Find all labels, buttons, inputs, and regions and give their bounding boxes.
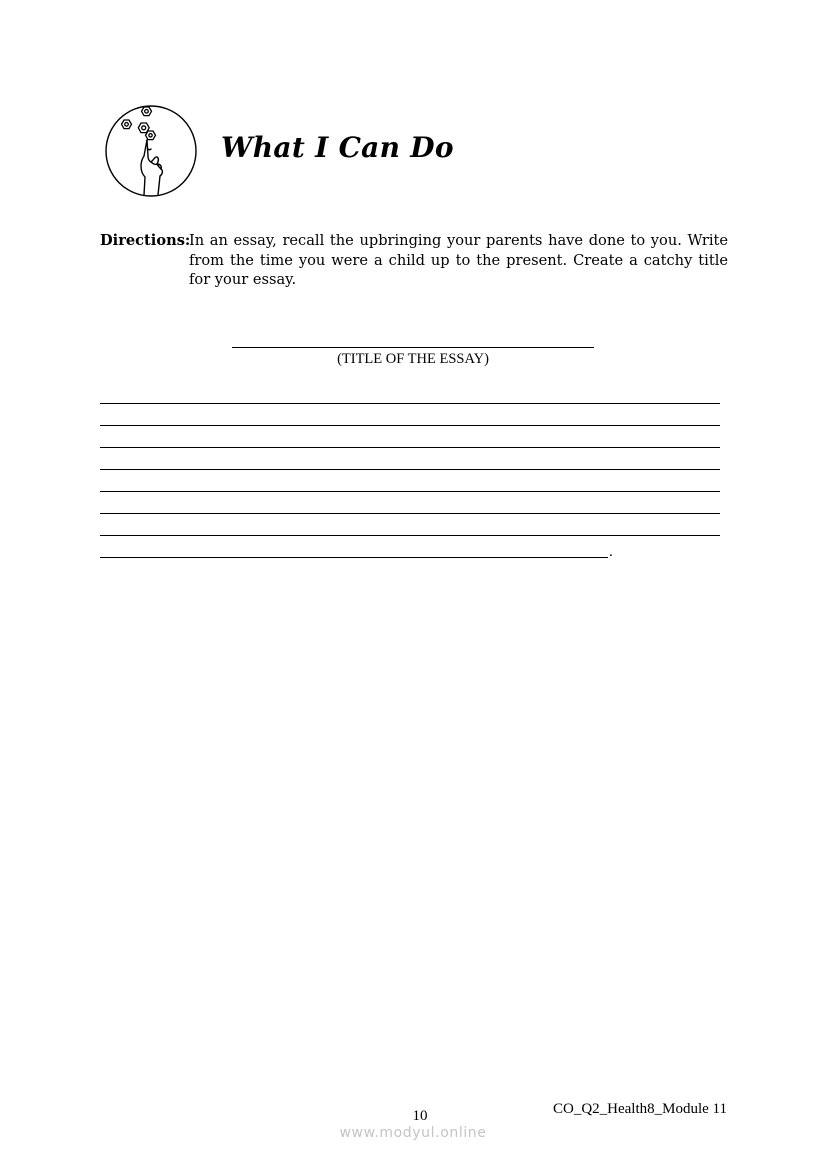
essay-answer-line[interactable] [100, 469, 720, 470]
directions-label: Directions: [100, 232, 191, 249]
watermark: www.modyul.online [339, 1125, 487, 1141]
essay-answer-line[interactable] [100, 491, 720, 492]
essay-end-mark: . [609, 544, 613, 560]
essay-answer-line[interactable] [100, 425, 720, 426]
essay-title-blank[interactable] [232, 347, 594, 348]
section-title: What I Can Do [221, 131, 454, 164]
essay-answer-line[interactable] [100, 557, 608, 558]
hand-with-gears-icon [104, 104, 198, 198]
essay-title-caption: (TITLE OF THE ESSAY) [337, 351, 489, 367]
essay-answer-line[interactable] [100, 447, 720, 448]
directions-text: In an essay, recall the upbringing your parents have done to you. Write from the time you were a child up to the present. Create a catchy title for your essay. [189, 232, 728, 288]
page-number: 10 [412, 1108, 428, 1124]
essay-answer-line[interactable] [100, 513, 720, 514]
essay-answer-line[interactable] [100, 403, 720, 404]
essay-answer-line[interactable] [100, 535, 720, 536]
module-code: CO_Q2_Health8_Module 11 [552, 1101, 727, 1117]
directions-block [100, 231, 728, 290]
